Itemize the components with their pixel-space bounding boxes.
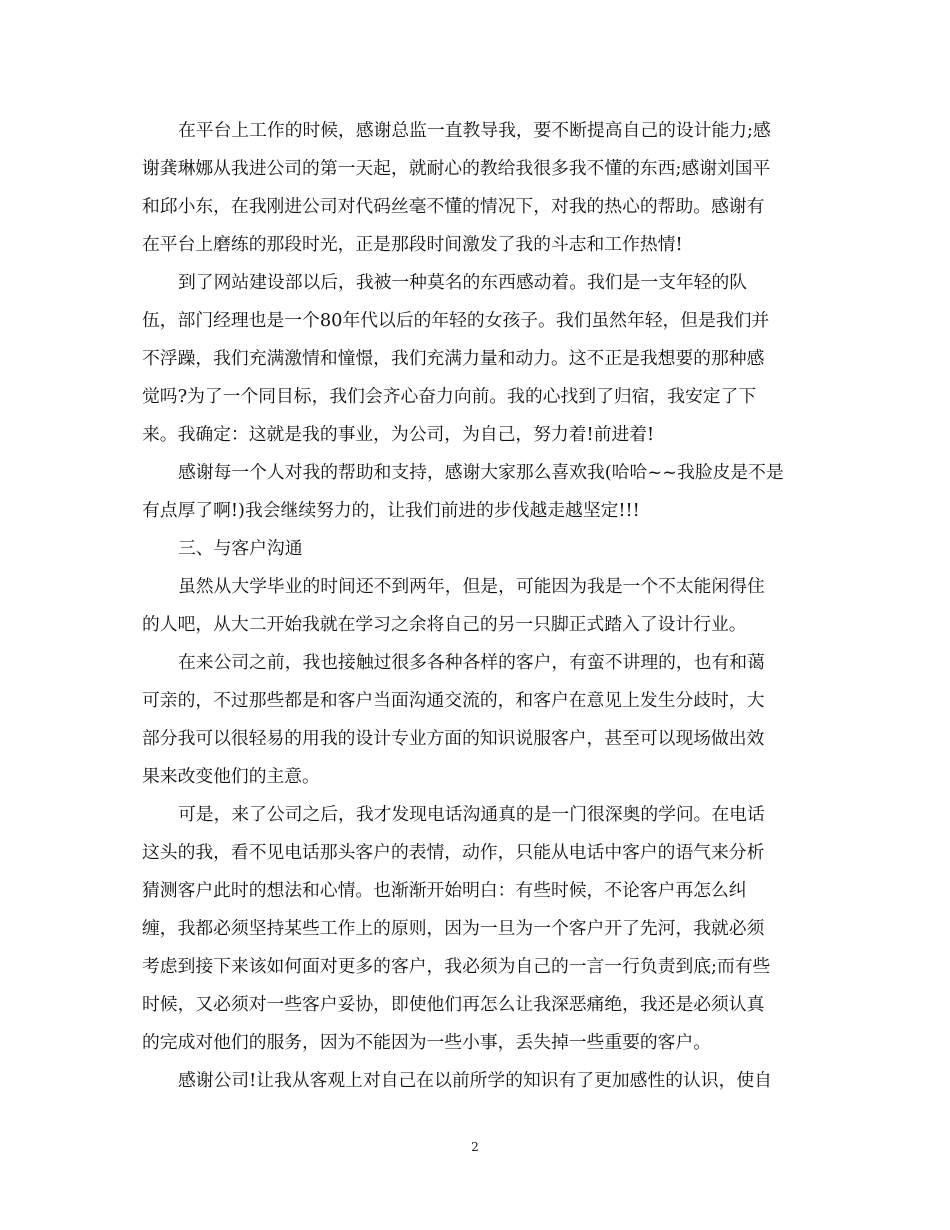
text-line: 谢龚琳娜从我进公司的第一天起，就耐心的教给我很多我不懂的东西;感谢刘国平: [142, 158, 771, 179]
text-line: 缠，我都必须坚持某些工作上的原则，因为一旦为一个客户开了先河，我就必须: [142, 918, 765, 939]
text-line: 来。我确定：这就是我的事业，为公司，为自己，努力着!前进着!: [142, 424, 655, 445]
text-line: 感谢每一个人对我的帮助和支持，感谢大家那么喜欢我(哈哈~~我脸皮是不是: [178, 462, 784, 483]
text-line: 感谢公司!让我从客观上对自己在以前所学的知识有了更加感性的认识，使自: [178, 1070, 772, 1091]
text-line: 虽然从大学毕业的时间还不到两年，但是，可能因为我是一个不太能闲得住: [178, 576, 765, 597]
text-line: 的人吧，从大二开始我就在学习之余将自己的另一只脚正式踏入了设计行业。: [142, 614, 747, 635]
text-line: 到了网站建设部以后，我被一种莫名的东西感动着。我们是一支年轻的队: [178, 272, 748, 293]
text-line: 部分我可以很轻易的用我的设计专业方面的知识说服客户，甚至可以现场做出效: [142, 728, 765, 749]
text-line: 考虑到接下来该如何面对更多的客户，我必须为自己的一言一行负责到底;而有些: [142, 956, 771, 977]
text-line: 和邱小东，在我刚进公司对代码丝毫不懂的情况下，对我的热心的帮助。感谢有: [142, 196, 765, 217]
text-line: 可是，来了公司之后，我才发现电话沟通真的是一门很深奥的学问。在电话: [178, 804, 765, 825]
text-line: 觉吗?为了一个同目标，我们会齐心奋力向前。我的心找到了归宿，我安定了下: [142, 386, 757, 407]
page-number: 2: [471, 1140, 479, 1154]
text-line: 伍，部门经理也是一个80年代以后的年轻的女孩子。我们虽然年轻，但是我们并: [142, 310, 770, 331]
body-text: [142, 112, 806, 1100]
text-line: 有点厚了啊!)我会继续努力的，让我们前进的步伐越走越坚定!!!: [142, 500, 640, 521]
section-heading: 三、与客户沟通: [178, 538, 303, 559]
text-line: 在平台上工作的时候，感谢总监一直教导我，要不断提高自己的设计能力;感: [178, 120, 771, 141]
text-line: 时候，又必须对一些客户妥协，即使他们再怎么让我深恶痛绝，我还是必须认真: [142, 994, 765, 1015]
text-line: 这头的我，看不见电话那头客户的表情，动作，只能从电话中客户的语气来分析: [142, 842, 765, 863]
text-line: 在平台上磨练的那段时光，正是那段时间激发了我的斗志和工作热情!: [142, 234, 683, 255]
text-line: 不浮躁，我们充满激情和憧憬，我们充满力量和动力。这不正是我想要的那种感: [142, 348, 765, 369]
text-line: 可亲的，不过那些都是和客户当面沟通交流的，和客户在意见上发生分歧时，大: [142, 690, 765, 711]
text-line: 在来公司之前，我也接触过很多各种各样的客户，有蛮不讲理的，也有和蔼: [178, 652, 765, 673]
text-line: 的完成对他们的服务，因为不能因为一些小事，丢失掉一些重要的客户。: [142, 1032, 712, 1053]
text-line: 果来改变他们的主意。: [142, 766, 320, 787]
text-line: 猜测客户此时的想法和心情。也渐渐开始明白：有些时候，不论客户再怎么纠: [142, 880, 747, 901]
